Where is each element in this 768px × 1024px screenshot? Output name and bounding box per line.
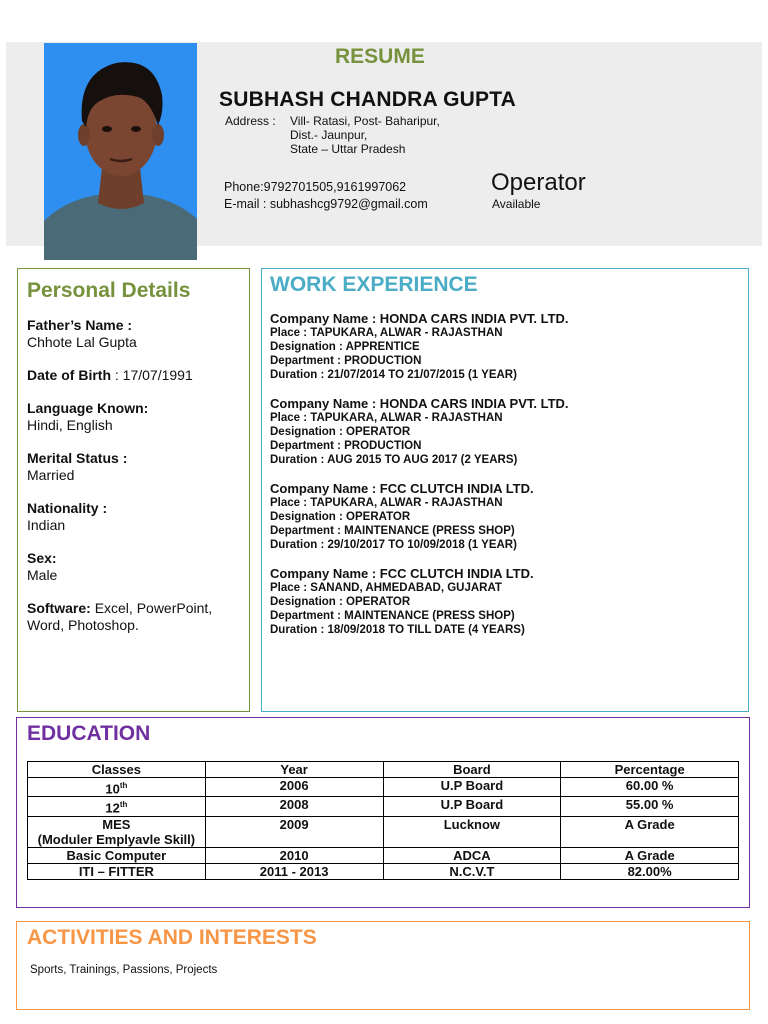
- table-cell: U.P Board: [383, 797, 561, 816]
- job-place: Place : TAPUKARA, ALWAR - RAJASTHAN: [270, 327, 503, 339]
- job-place: Place : SANAND, AHMEDABAD, GUJARAT: [270, 582, 502, 594]
- detail-label: Software:: [27, 600, 91, 616]
- job-department: Department : PRODUCTION: [270, 440, 422, 452]
- table-row: [28, 847, 739, 863]
- table-cell: U.P Board: [383, 778, 561, 797]
- table-cell: 2011 - 2013: [205, 863, 383, 879]
- table-row: [28, 797, 739, 816]
- job-entry: [270, 396, 740, 467]
- table-cell: N.C.V.T: [383, 863, 561, 879]
- detail-label: Sex:: [27, 550, 57, 566]
- activities-heading: ACTIVITIES AND INTERESTS: [27, 926, 317, 949]
- job-company: Company Name : FCC CLUTCH INDIA LTD.: [270, 566, 534, 581]
- table-row: [28, 778, 739, 797]
- work-experience-section: [261, 268, 749, 712]
- candidate-name: SUBHASH CHANDRA GUPTA: [219, 88, 517, 111]
- resume-title: RESUME: [335, 45, 425, 68]
- personal-detail-software: [27, 600, 240, 634]
- personal-detail-marital-status: [27, 450, 240, 484]
- detail-label: Date of Birth: [27, 367, 111, 383]
- personal-detail-father: [27, 317, 240, 351]
- job-title: Operator: [491, 169, 586, 196]
- activities-text: Sports, Trainings, Passions, Projects: [30, 964, 218, 976]
- personal-detail-sex: [27, 550, 240, 584]
- table-cell: 60.00 %: [561, 778, 739, 797]
- phone-numbers: Phone:9792701505,9161997062: [224, 180, 407, 194]
- job-designation: Designation : OPERATOR: [270, 511, 411, 523]
- job-duration: Duration : 21/07/2014 TO 21/07/2015 (1 YEAR): [270, 369, 517, 381]
- education-section: [16, 717, 750, 908]
- table-cell: Basic Computer: [28, 847, 206, 863]
- job-designation: Designation : OPERATOR: [270, 426, 411, 438]
- column-header: Classes: [28, 762, 206, 778]
- education-table: [27, 761, 739, 880]
- address-label: Address :: [225, 114, 276, 128]
- table-cell: A Grade: [561, 816, 739, 847]
- column-header: Board: [383, 762, 561, 778]
- job-designation: Designation : OPERATOR: [270, 596, 411, 608]
- job-duration: Duration : AUG 2015 TO AUG 2017 (2 YEARS): [270, 454, 518, 466]
- table-cell: ITI – FITTER: [28, 863, 206, 879]
- profile-photo: [44, 43, 197, 260]
- job-company: Company Name : HONDA CARS INDIA PVT. LTD.: [270, 311, 569, 326]
- address-line: Dist.- Jaunpur,: [290, 128, 368, 142]
- job-place: Place : TAPUKARA, ALWAR - RAJASTHAN: [270, 412, 503, 424]
- table-row: [28, 863, 739, 879]
- job-company: Company Name : HONDA CARS INDIA PVT. LTD.: [270, 396, 569, 411]
- table-cell: Lucknow: [383, 816, 561, 847]
- job-entry: [270, 481, 740, 552]
- class-name: MES: [102, 816, 131, 832]
- job-duration: Duration : 29/10/2017 TO 10/09/2018 (1 YEAR): [270, 539, 517, 551]
- detail-label: Language Known:: [27, 400, 149, 416]
- job-entry: [270, 311, 740, 382]
- detail-value: Chhote Lal Gupta: [27, 334, 137, 350]
- job-department: Department : MAINTENANCE (PRESS SHOP): [270, 610, 515, 622]
- job-department: Department : MAINTENANCE (PRESS SHOP): [270, 525, 515, 537]
- class-suffix: th: [119, 781, 128, 790]
- address-line: Vill- Ratasi, Post- Baharipur,: [290, 114, 440, 128]
- job-place: Place : TAPUKARA, ALWAR - RAJASTHAN: [270, 497, 503, 509]
- detail-value: Male: [27, 567, 58, 583]
- detail-value: Hindi, English: [27, 417, 113, 433]
- class-name: 10: [105, 781, 120, 797]
- table-cell: 55.00 %: [561, 797, 739, 816]
- address-line: State – Uttar Pradesh: [290, 142, 406, 156]
- table-header-row: [28, 762, 739, 778]
- availability-status: Available: [492, 197, 541, 211]
- education-heading: EDUCATION: [27, 722, 151, 745]
- job-designation: Designation : APPRENTICE: [270, 341, 420, 353]
- personal-detail-dob: [27, 367, 240, 384]
- column-header: Year: [205, 762, 383, 778]
- work-experience-heading: WORK EXPERIENCE: [270, 273, 478, 296]
- detail-label: Nationality :: [27, 500, 108, 516]
- column-header: Percentage: [561, 762, 739, 778]
- personal-details-section: [17, 268, 250, 712]
- job-company: Company Name : FCC CLUTCH INDIA LTD.: [270, 481, 534, 496]
- class-description: (Moduler Emplyavle Skill): [37, 831, 196, 847]
- table-cell: 2008: [205, 797, 383, 816]
- address-block: [290, 114, 440, 156]
- table-cell: A Grade: [561, 847, 739, 863]
- detail-value: Married: [27, 467, 75, 483]
- personal-detail-language: [27, 400, 240, 434]
- table-cell: 2010: [205, 847, 383, 863]
- table-cell: [28, 778, 206, 797]
- personal-detail-nationality: [27, 500, 240, 534]
- table-cell: [28, 797, 206, 816]
- table-cell: [28, 816, 206, 847]
- table-cell: 2006: [205, 778, 383, 797]
- detail-label: Father’s Name :: [27, 317, 133, 333]
- table-row: [28, 816, 739, 847]
- detail-label: Merital Status :: [27, 450, 128, 466]
- class-name: 12: [105, 800, 120, 816]
- email-address: E-mail : subhashcg9792@gmail.com: [224, 197, 428, 211]
- table-cell: 82.00%: [561, 863, 739, 879]
- job-duration: Duration : 18/09/2018 TO TILL DATE (4 YEARS): [270, 624, 525, 636]
- job-department: Department : PRODUCTION: [270, 355, 422, 367]
- person-portrait-icon: [44, 43, 197, 260]
- table-cell: 2009: [205, 816, 383, 847]
- job-entry: [270, 566, 740, 637]
- detail-value: : 17/07/1991: [114, 367, 193, 383]
- activities-section: [16, 921, 750, 1010]
- personal-details-heading: Personal Details: [27, 279, 191, 302]
- table-cell: ADCA: [383, 847, 561, 863]
- class-suffix: th: [119, 800, 128, 810]
- detail-value: Indian: [27, 517, 66, 533]
- detail-value: Excel, PowerPoint, Word, Photoshop.: [27, 600, 213, 633]
